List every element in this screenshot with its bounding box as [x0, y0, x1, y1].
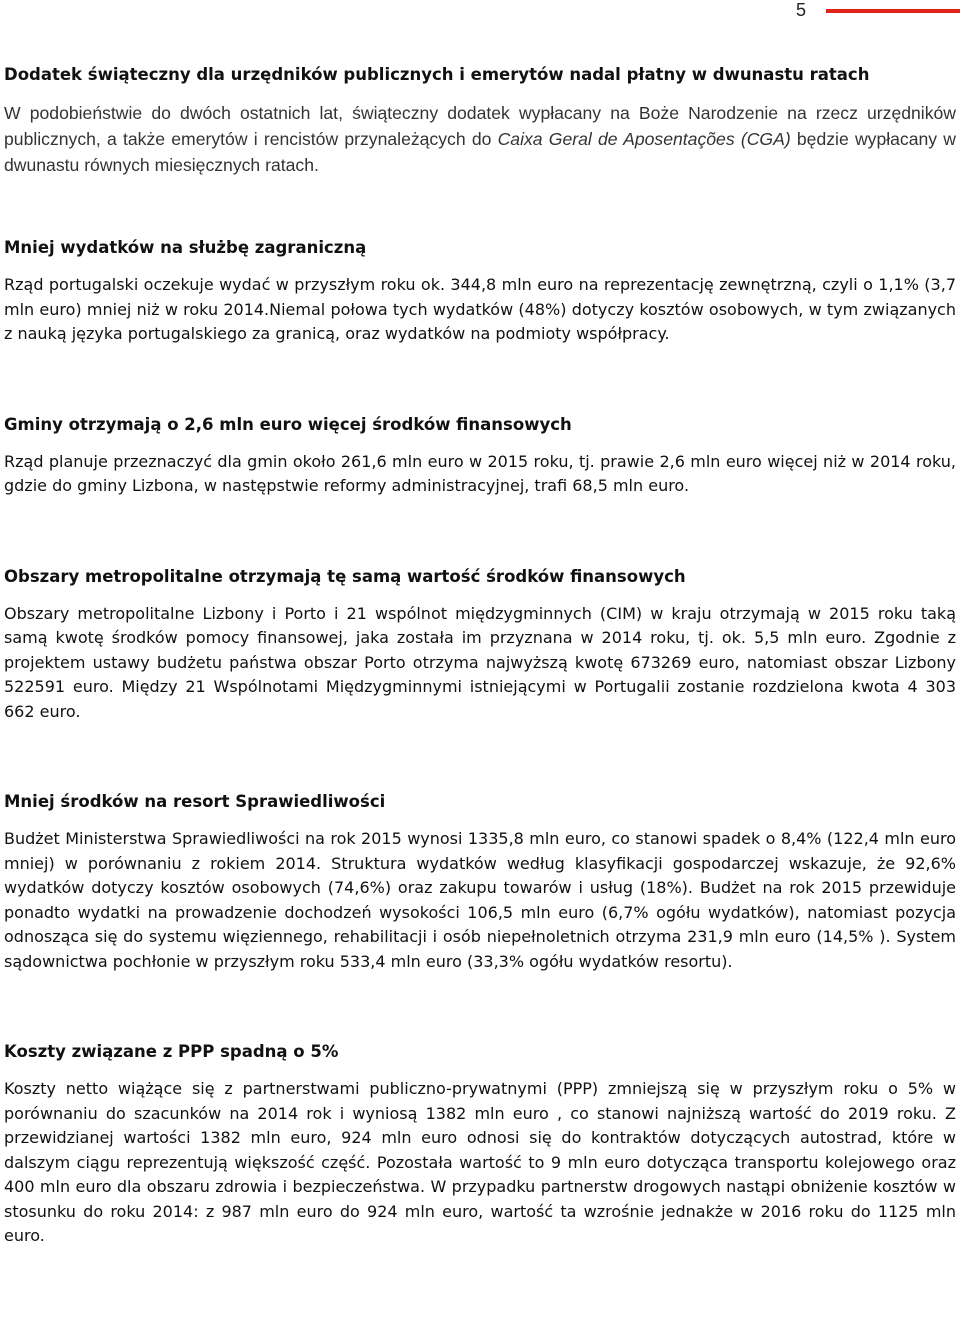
section-title: Mniej wydatków na służbę zagraniczną	[4, 238, 367, 257]
body-text-end: będzie wypłacany w dwunastu równych miesięcznych ratach.	[4, 129, 956, 175]
document-body	[4, 63, 956, 1249]
section-justice-ministry	[4, 790, 956, 974]
section-title: Koszty związane z PPP spadną o 5%	[4, 1042, 339, 1061]
section-body: Koszty netto wiążące się z partnerstwami publiczno-prywatnymi (PPP) zmniejszą się w przyszłym roku o 5% w porównaniu do szacunków na 2014 rok i wyniosą 1382 mln euro , co stanowi najniższą wartość do 2019 roku. Z przewidzianej wartości 1382 mln euro, 924 mln euro odnosi się do kontraktów dotyczących autostrad, które w dalszym ciągu reprezentują większość część. Pozostała wartość to 9 mln euro dotycząca transportu kolejowego oraz 400 mln euro dla obszaru zdrowia i bezpieczeństwa. W przypadku partnerstw drogowych nastąpi obniżenie kosztów w stosunku do roku 2014: z 987 mln euro do 924 mln euro, wartość ta wzrośnie jednakże w 2016 roku do 1125 mln euro.	[4, 1079, 956, 1245]
section-body: Rząd portugalski oczekuje wydać w przyszłym roku ok. 344,8 mln euro na reprezentację zewnętrzną, czyli o 1,1% (3,7 mln euro) mniej niż w roku 2014.Niemal połowa tych wydatków (48%) dotyczy kosztów osobowych, w tym związanych z nauką języka portugalskiego za granicą, oraz wydatków na podmioty współpracy.	[4, 275, 956, 343]
section-title: Gminy otrzymają o 2,6 mln euro więcej środków finansowych	[4, 414, 572, 434]
section-municipalities	[4, 413, 956, 499]
header-accent-rule	[826, 9, 960, 13]
section-body: Budżet Ministerstwa Sprawiedliwości na rok 2015 wynosi 1335,8 mln euro, co stanowi spadek o 8,4% (122,4 mln euro mniej) w porównaniu z rokiem 2014. Struktura wydatków według klasyfikacji gospodarczej wskazuje, że 92,6% wydatków dotyczy kosztów osobowych (74,6%) oraz zakupu towarów i usług (18%). Budżet na rok 2015 przewiduje ponadto wydatki na prowadzenie dochodzeń wysokości 106,5 mln euro (6,7% ogółu wydatków), natomiast pozycja odnosząca się do systemu więziennego, rehabilitacji i osób niepełnoletnich otrzyma 231,9 mln euro (14,5% ). System sądownictwa pochłonie w przyszłym roku 533,4 mln euro (33,3% ogółu wydatków resortu).	[4, 829, 956, 971]
section-body: Obszary metropolitalne Lizbony i Porto i 21 wspólnot międzygminnych (CIM) w kraju otrzymają w 2015 roku taką samą kwotę środków pomocy finansowej, jaka została im przyznana w 2014 roku, tj. ok. 5,5 mln euro. Zgodnie z projektem ustawy budżetu państwa obszar Porto otrzyma najwyższą kwotę 673269 euro, natomiast obszar Lizbony 522591 euro. Między 21 Wspólnotami Międzygminnymi istniejącymi w Portugalii zostanie rozdzielona kwota 4 303 662 euro.	[4, 603, 956, 721]
section-title: Dodatek świąteczny dla urzędników publicznych i emerytów nadal płatny w dwunastu ratach	[4, 65, 870, 84]
section-body	[4, 100, 956, 178]
section-metropolitan-areas	[4, 565, 956, 725]
section-foreign-service	[4, 236, 956, 347]
body-text-start: W podobieństwie do dwóch ostatnich lat, świąteczny dodatek wypłacany na Boże Narodzenie na rzecz urzędników publicznych, a także emerytów i rencistów przynależących do	[4, 103, 956, 149]
section-ppp-costs	[4, 1040, 956, 1249]
page-number: 5	[796, 0, 807, 20]
section-title: Obszary metropolitalne otrzymają tę samą wartość środków finansowych	[4, 566, 686, 586]
section-body: Rząd planuje przeznaczyć dla gmin około 261,6 mln euro w 2015 roku, tj. prawie 2,6 mln euro więcej niż w 2014 roku, gdzie do gminy Lizbona, w następstwie reformy administracyjnej, trafi 68,5 mln euro.	[4, 451, 956, 495]
section-title: Mniej środków na resort Sprawiedliwości	[4, 792, 386, 811]
section-christmas-bonus	[4, 63, 956, 178]
body-text-emphasis: Caixa Geral de Aposentações (CGA)	[497, 129, 791, 149]
